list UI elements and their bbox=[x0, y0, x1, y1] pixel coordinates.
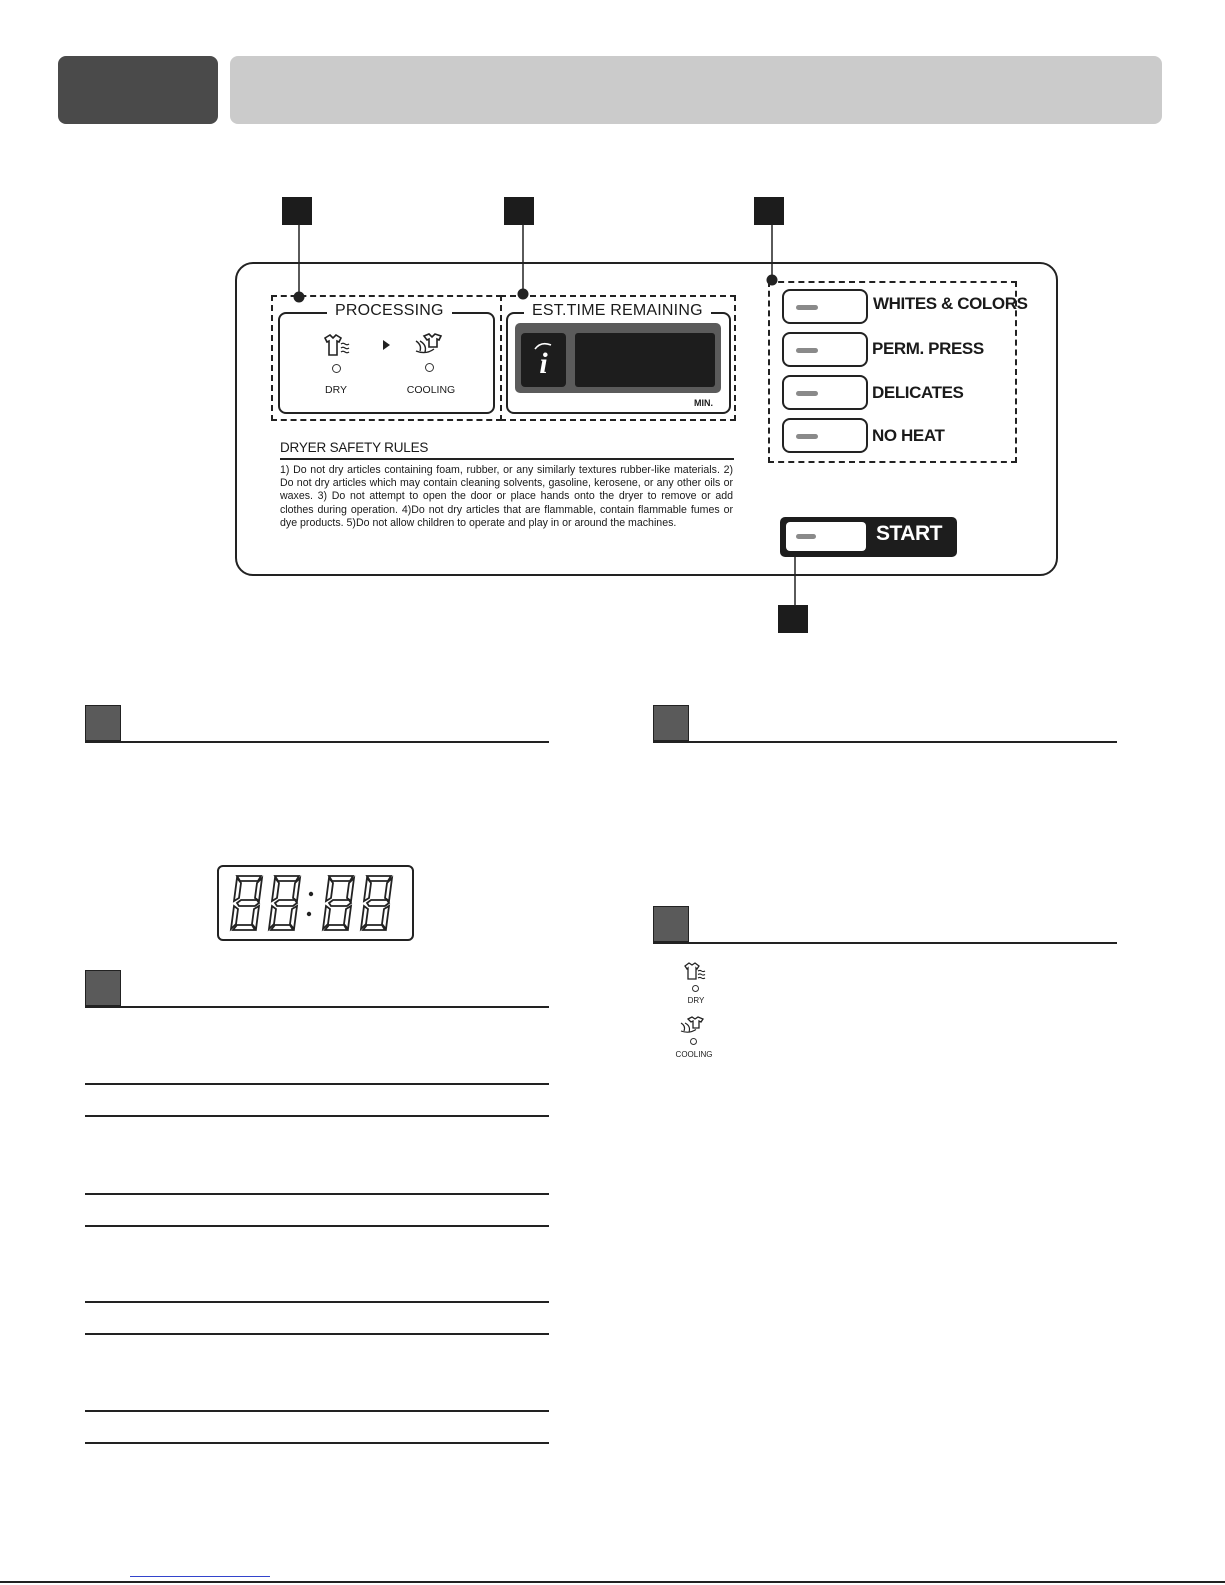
option-indicator bbox=[796, 434, 818, 439]
info-button[interactable] bbox=[521, 333, 566, 387]
cooling-indicator-light bbox=[425, 363, 434, 372]
shirt-dry-icon bbox=[322, 334, 352, 358]
option-indicator bbox=[796, 348, 818, 353]
option-label: NO HEAT bbox=[872, 426, 945, 445]
display-digit-1 bbox=[231, 876, 262, 930]
option-button[interactable] bbox=[782, 289, 868, 324]
display-colon-top bbox=[309, 892, 313, 896]
footer-link-underline[interactable] bbox=[130, 1576, 270, 1577]
start-label: START bbox=[876, 522, 942, 545]
option-button[interactable] bbox=[782, 375, 868, 410]
dry-label: DRY bbox=[325, 384, 347, 396]
option-perm-press[interactable] bbox=[782, 332, 984, 367]
option-label: WHITES & COLORS bbox=[873, 294, 1028, 313]
option-delicates[interactable] bbox=[782, 375, 964, 410]
table-rule bbox=[85, 1193, 549, 1195]
section-rule-4 bbox=[653, 942, 1117, 944]
start-indicator bbox=[796, 534, 816, 539]
table-rule bbox=[85, 1410, 549, 1412]
option-label: PERM. PRESS bbox=[872, 339, 984, 358]
processing-title: PROCESSING bbox=[327, 302, 452, 320]
table-rule bbox=[85, 1442, 549, 1444]
safety-rules-underline bbox=[280, 458, 734, 460]
legend-dry-icon bbox=[683, 962, 709, 982]
seven-segment-digits bbox=[227, 874, 407, 934]
table-rule bbox=[85, 1115, 549, 1117]
legend-cooling-label: COOLING bbox=[675, 1050, 713, 1059]
safety-rules-text: 1) Do not dry articles containing foam, rubber, or any similarly textures rubber-like materials. 2) Do not dry articles which may contain cleaning solvents, gasoline, kerosene, or any other oils or waxes. 3) Do not attempt to open the door or place hands onto the dryer to remove or add clothes during operation. 4)Do not dry articles that are flammable, contain flammable fumes or dye products. 5)Do not allow children to operate and play in or around the machines. bbox=[280, 464, 733, 529]
option-whites-colors[interactable] bbox=[782, 289, 1028, 324]
arrow-right-icon bbox=[383, 340, 390, 350]
section-square-4 bbox=[653, 906, 689, 942]
legend-dry-indicator bbox=[692, 985, 699, 992]
option-indicator bbox=[796, 305, 818, 310]
section-rule-1 bbox=[85, 741, 549, 743]
section-square-2 bbox=[85, 970, 121, 1006]
table-rule bbox=[85, 1225, 549, 1227]
table-rule bbox=[85, 1083, 549, 1085]
start-button[interactable] bbox=[780, 517, 957, 557]
section-rule-3 bbox=[653, 741, 1117, 743]
legend-cooling-icon bbox=[680, 1016, 708, 1036]
option-label: DELICATES bbox=[872, 383, 964, 402]
display-colon-bottom bbox=[307, 912, 311, 916]
option-indicator bbox=[796, 391, 818, 396]
option-button[interactable] bbox=[782, 332, 868, 367]
start-indicator-window bbox=[786, 522, 866, 551]
footer-rule bbox=[0, 1581, 1225, 1583]
table-rule bbox=[85, 1301, 549, 1303]
section-rule-2 bbox=[85, 1006, 549, 1008]
display-digit-4 bbox=[361, 876, 392, 930]
legend-cooling-indicator bbox=[690, 1038, 697, 1045]
option-no-heat[interactable] bbox=[782, 418, 945, 453]
cooling-label: COOLING bbox=[406, 384, 456, 396]
section-square-1 bbox=[85, 705, 121, 741]
option-button[interactable] bbox=[782, 418, 868, 453]
dry-indicator-light bbox=[332, 364, 341, 373]
info-icon bbox=[521, 333, 566, 387]
display-sample-text bbox=[219, 867, 220, 868]
safety-rules-heading: DRYER SAFETY RULES bbox=[280, 440, 429, 455]
section-square-3 bbox=[653, 705, 689, 741]
legend-dry-label: DRY bbox=[687, 996, 705, 1005]
time-unit-label: MIN. bbox=[694, 398, 713, 408]
info-glyph: i bbox=[539, 347, 548, 380]
cooling-icon bbox=[414, 333, 448, 357]
display-digit-2 bbox=[269, 876, 300, 930]
seven-segment-display bbox=[217, 865, 414, 941]
table-rule bbox=[85, 1333, 549, 1335]
processing-box bbox=[278, 312, 495, 414]
time-remaining-title: EST.TIME REMAINING bbox=[524, 302, 711, 320]
time-remaining-screen bbox=[575, 333, 715, 387]
display-digit-3 bbox=[323, 876, 354, 930]
